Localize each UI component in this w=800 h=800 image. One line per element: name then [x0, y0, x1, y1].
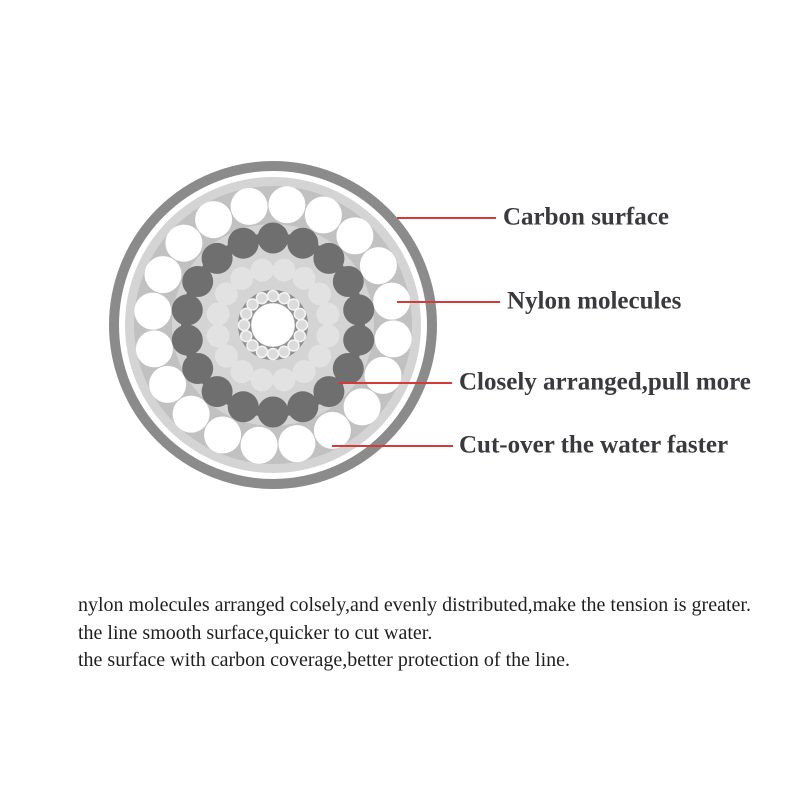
- nylon-molecule-inner: [251, 368, 274, 391]
- nylon-molecule-outer: [241, 427, 278, 464]
- note-line-1: nylon molecules arranged colsely,and evenly distributed,make the tension is greater.: [78, 594, 751, 616]
- callout-label-cut-over-water: Cut-over the water faster: [459, 431, 729, 459]
- nylon-molecule-inner: [215, 345, 238, 368]
- callout-label-nylon-molecules: Nylon molecules: [507, 287, 682, 315]
- callout-label-closely-arranged: Closely arranged,pull more: [459, 368, 751, 396]
- nylon-molecule-inner: [207, 303, 230, 326]
- core-dot: [241, 331, 252, 342]
- nylon-molecule-inner: [251, 259, 274, 282]
- dark-molecule: [343, 294, 374, 325]
- dark-molecule: [182, 353, 213, 384]
- nylon-molecule-outer: [231, 188, 268, 225]
- nylon-molecule-inner: [272, 259, 295, 282]
- dark-molecule: [258, 223, 289, 254]
- dark-molecule: [287, 391, 318, 422]
- core-dot: [279, 346, 290, 357]
- nylon-molecule-outer: [278, 425, 315, 462]
- nylon-molecule-outer: [268, 186, 305, 223]
- dark-molecule: [172, 325, 203, 356]
- nylon-molecule-outer: [136, 330, 173, 367]
- dark-molecule: [202, 243, 233, 274]
- nylon-molecule-outer: [336, 217, 373, 254]
- dark-molecule: [287, 228, 318, 259]
- nylon-molecule-outer: [145, 256, 182, 293]
- nylon-molecule-inner: [316, 324, 339, 347]
- core-hole: [252, 304, 295, 347]
- core-dot: [239, 320, 250, 331]
- nylon-molecule-outer: [314, 412, 351, 449]
- nylon-molecule-inner: [230, 267, 253, 290]
- core-dot: [294, 308, 305, 319]
- description-notes: [78, 592, 751, 675]
- nylon-molecule-inner: [316, 303, 339, 326]
- core-dot: [256, 293, 267, 304]
- nylon-molecule-outer: [344, 388, 381, 425]
- nylon-molecule-outer: [305, 197, 342, 234]
- nylon-molecule-outer: [165, 225, 202, 262]
- dark-molecule: [343, 325, 374, 356]
- note-line-3: the surface with carbon coverage,better protection of the line.: [78, 649, 571, 671]
- dark-molecule: [258, 397, 289, 428]
- dark-molecule: [172, 294, 203, 325]
- nylon-molecule-inner: [308, 282, 331, 305]
- dark-molecule: [228, 228, 259, 259]
- core-dot: [268, 349, 279, 360]
- core-dot: [268, 291, 279, 302]
- dark-molecule: [228, 391, 259, 422]
- nylon-molecule-inner: [207, 324, 230, 347]
- nylon-molecule-outer: [149, 366, 186, 403]
- nylon-molecule-outer: [173, 396, 210, 433]
- nylon-molecule-outer: [365, 357, 402, 394]
- dark-molecule: [313, 376, 344, 407]
- nylon-molecule-outer: [134, 293, 171, 330]
- nylon-molecule-inner: [293, 360, 316, 383]
- note-line-2: the line smooth surface,quicker to cut water.: [78, 621, 433, 644]
- nylon-molecule-outer: [204, 417, 241, 454]
- dark-molecule: [333, 266, 364, 297]
- core-dot: [297, 320, 308, 331]
- nylon-molecule-outer: [360, 247, 397, 284]
- nylon-molecule-outer: [195, 201, 232, 238]
- nylon-molecule-outer: [375, 320, 412, 357]
- nylon-molecule-inner: [272, 368, 295, 391]
- callout-label-carbon-surface: Carbon surface: [503, 203, 669, 231]
